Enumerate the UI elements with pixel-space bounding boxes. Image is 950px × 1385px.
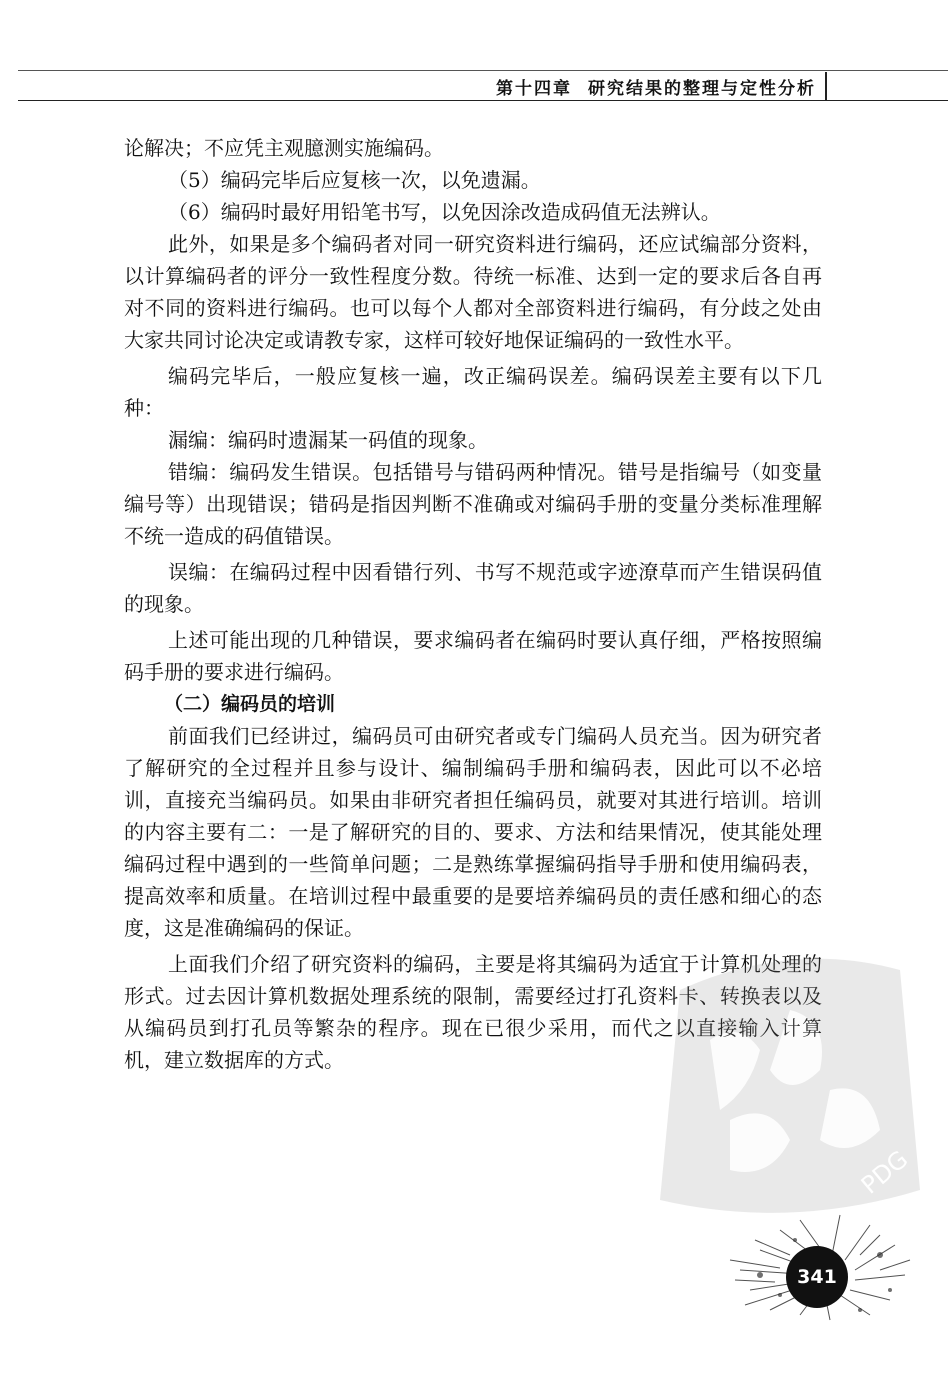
page-number: 341 — [786, 1246, 848, 1308]
watermark-seal — [640, 930, 940, 1230]
paragraph: 误编：在编码过程中因看错行列、书写不规范或字迹潦草而产生错误码值的现象。 — [124, 560, 822, 616]
header-bar — [825, 72, 827, 100]
paragraph: 编码完毕后，一般应复核一遍，改正编码误差。编码误差主要有以下几种： — [124, 364, 822, 420]
header-rule-bottom — [18, 100, 948, 101]
paragraph: （6）编码时最好用铅笔书写，以免因涂改造成码值无法辨认。 — [168, 200, 721, 224]
paragraph: 论解决；不应凭主观臆测实施编码。 — [124, 136, 444, 160]
paragraph: 此外，如果是多个编码者对同一研究资料进行编码，还应试编部分资料，以计算编码者的评分一致性程度分数。待统一标准、达到一定的要求后各自再对不同的资料进行编码。也可以每个人都对全部资料进行编码，有分歧之处由大家共同讨论决定或请教专家，这样可较好地保证编码的一致性水平。 — [124, 232, 822, 352]
paragraph: 错编：编码发生错误。包括错号与错码两种情况。错号是指编号（如变量编号等）出现错误；错码是指因判断不准确或对编码手册的变量分类标准理解不统一造成的码值错误。 — [124, 460, 822, 548]
running-head — [496, 74, 832, 99]
paragraph: 漏编：编码时遗漏某一码值的现象。 — [168, 428, 488, 452]
watermark-text: PDG — [855, 1145, 914, 1200]
paragraph: （5）编码完毕后应复核一次，以免遗漏。 — [168, 168, 541, 192]
paragraph: 上面我们介绍了研究资料的编码，主要是将其编码为适宜于计算机处理的形式。过去因计算机数据处理系统的限制，需要经过打孔资料卡、转换表以及从编码员到打孔员等繁杂的程序。现在已很少采用，而代之以直接输入计算机，建立数据库的方式。 — [124, 952, 822, 1072]
chapter-label: 第十四章 — [496, 79, 572, 99]
paragraph: 上述可能出现的几种错误，要求编码者在编码时要认真仔细，严格按照编码手册的要求进行编码。 — [124, 628, 822, 684]
chapter-title: 研究结果的整理与定性分析 — [588, 79, 816, 99]
section-heading: （二）编码员的培训 — [164, 693, 336, 715]
header-rule-top — [18, 70, 948, 71]
paragraph: 前面我们已经讲过，编码员可由研究者或专门编码人员充当。因为研究者了解研究的全过程并且参与设计、编制编码手册和编码表，因此可以不必培训，直接充当编码员。如果由非研究者担任编码员，就要对其进行培训。培训的内容主要有二：一是了解研究的目的、要求、方法和结果情况，使其能处理编码过程中遇到的一些简单问题；二是熟练掌握编码指导手册和使用编码表，提高效率和质量。在培训过程中最重要的是要培养编码员的责任感和细心的态度，这是准确编码的保证。 — [124, 724, 822, 940]
